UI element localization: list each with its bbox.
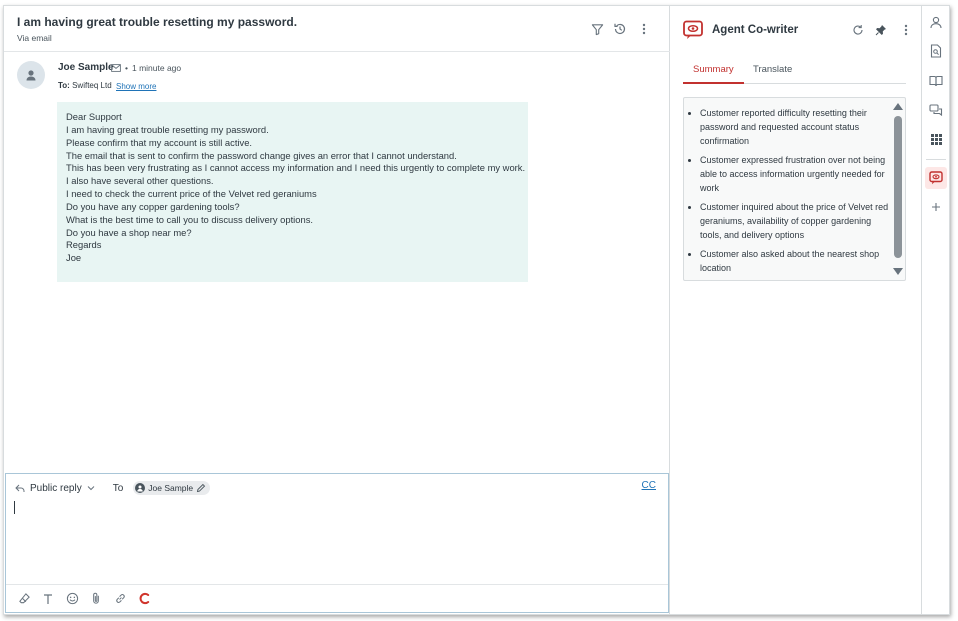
composer-toolbar (6, 584, 668, 612)
message-line: I am having great trouble resetting my password. (66, 123, 269, 135)
rail-divider (926, 159, 946, 160)
user-icon[interactable] (928, 14, 944, 30)
scroll-down-arrow[interactable] (893, 268, 903, 275)
message-body (57, 102, 528, 282)
ticket-pane (4, 6, 670, 614)
cowriter-c-icon[interactable] (137, 592, 151, 606)
cc-link[interactable]: CC (641, 480, 656, 491)
tab-summary[interactable]: Summary (693, 64, 734, 75)
summary-box (683, 97, 906, 281)
app-frame (3, 5, 950, 615)
refresh-icon[interactable] (851, 23, 865, 37)
agent-cowriter-icon[interactable] (928, 170, 944, 186)
message-line: Please confirm that my account is still active. (66, 136, 253, 148)
summary-item: • Customer expressed frustration over not being able to access information urgently needed for work (700, 153, 892, 195)
add-icon[interactable] (928, 199, 944, 215)
summary-item: • Customer inquired about the price of Velvet red geraniums, availability of copper gardening tools, and delivery options (700, 200, 892, 242)
reply-type-dropdown[interactable] (15, 483, 95, 494)
email-icon (111, 64, 121, 72)
message-time: 1 minute ago (131, 63, 182, 73)
cowriter-tabs (683, 58, 906, 84)
summary-item: • Customer also asked about the nearest shop location (700, 247, 892, 275)
tab-translate[interactable]: Translate (753, 64, 793, 75)
message-line: I need to check the current price of the Velvet red geraniums (66, 188, 317, 200)
right-rail (921, 6, 949, 614)
composer-header (15, 480, 210, 496)
filter-icon[interactable] (589, 21, 605, 37)
message-line: Joe (66, 252, 82, 264)
message-line: Do you have any copper gardening tools? (66, 200, 240, 212)
pencil-icon (196, 483, 206, 493)
message-line: The email that is sent to confirm the password change gives an error that I cannot understand. (66, 149, 457, 161)
message-author[interactable]: Joe Sample (58, 62, 114, 73)
reply-type-label: Public reply (30, 482, 82, 494)
cowriter-panel (671, 6, 921, 614)
scroll-up-arrow[interactable] (893, 103, 903, 110)
history-icon[interactable] (612, 21, 628, 37)
show-more-link[interactable]: Show more (116, 82, 157, 91)
ticket-header (4, 6, 670, 52)
book-icon[interactable] (928, 73, 944, 89)
recipient-chip[interactable] (133, 481, 210, 495)
user-icon (24, 68, 38, 82)
knowledge-search-icon[interactable] (928, 43, 944, 59)
message-line: I also have several other questions. (66, 175, 214, 187)
summary-item: • Customer reported difficulty resetting their password and requested account status confirmation (700, 106, 892, 148)
chevron-down-icon (87, 485, 95, 491)
to-field-label: To (112, 482, 124, 494)
message-line: Regards (66, 239, 102, 251)
message-meta (111, 63, 181, 73)
avatar (17, 61, 45, 89)
cowriter-title: Agent Co-writer (712, 24, 799, 36)
message-recipients (58, 81, 112, 90)
message-line: This has been very frustrating as I cannot access my information and I need this urgently to complete my work. (66, 162, 526, 174)
cowriter-logo-icon (683, 20, 703, 40)
scrollbar-thumb[interactable] (894, 116, 902, 258)
eraser-icon[interactable] (17, 592, 31, 606)
active-tab-indicator (683, 82, 744, 84)
link-icon[interactable] (113, 592, 127, 606)
message-line: Do you have a shop near me? (66, 226, 192, 238)
pin-icon[interactable] (874, 23, 888, 37)
reply-composer[interactable] (5, 473, 669, 613)
emoji-icon[interactable] (65, 592, 79, 606)
ticket-channel: Via email (17, 33, 52, 43)
more-vertical-icon[interactable] (899, 23, 913, 37)
to-label: To: (58, 81, 70, 90)
message-line: What is the best time to call you to discuss delivery options. (66, 213, 313, 225)
ticket-title: I am having great trouble resetting my password. (17, 15, 298, 29)
to-value: Swifteq Ltd (72, 81, 112, 90)
text-format-icon[interactable] (41, 592, 55, 606)
avatar-icon (135, 483, 145, 493)
apps-grid-icon[interactable] (928, 131, 944, 147)
attachment-icon[interactable] (89, 592, 103, 606)
conversations-icon[interactable] (928, 102, 944, 118)
reply-icon (15, 484, 25, 493)
recipient-name: Joe Sample (148, 483, 194, 493)
message-line: Dear Support (66, 111, 122, 122)
more-vertical-icon[interactable] (636, 21, 652, 37)
summary-list (684, 106, 892, 280)
text-cursor (14, 501, 15, 514)
bullet-separator: • (125, 63, 128, 73)
